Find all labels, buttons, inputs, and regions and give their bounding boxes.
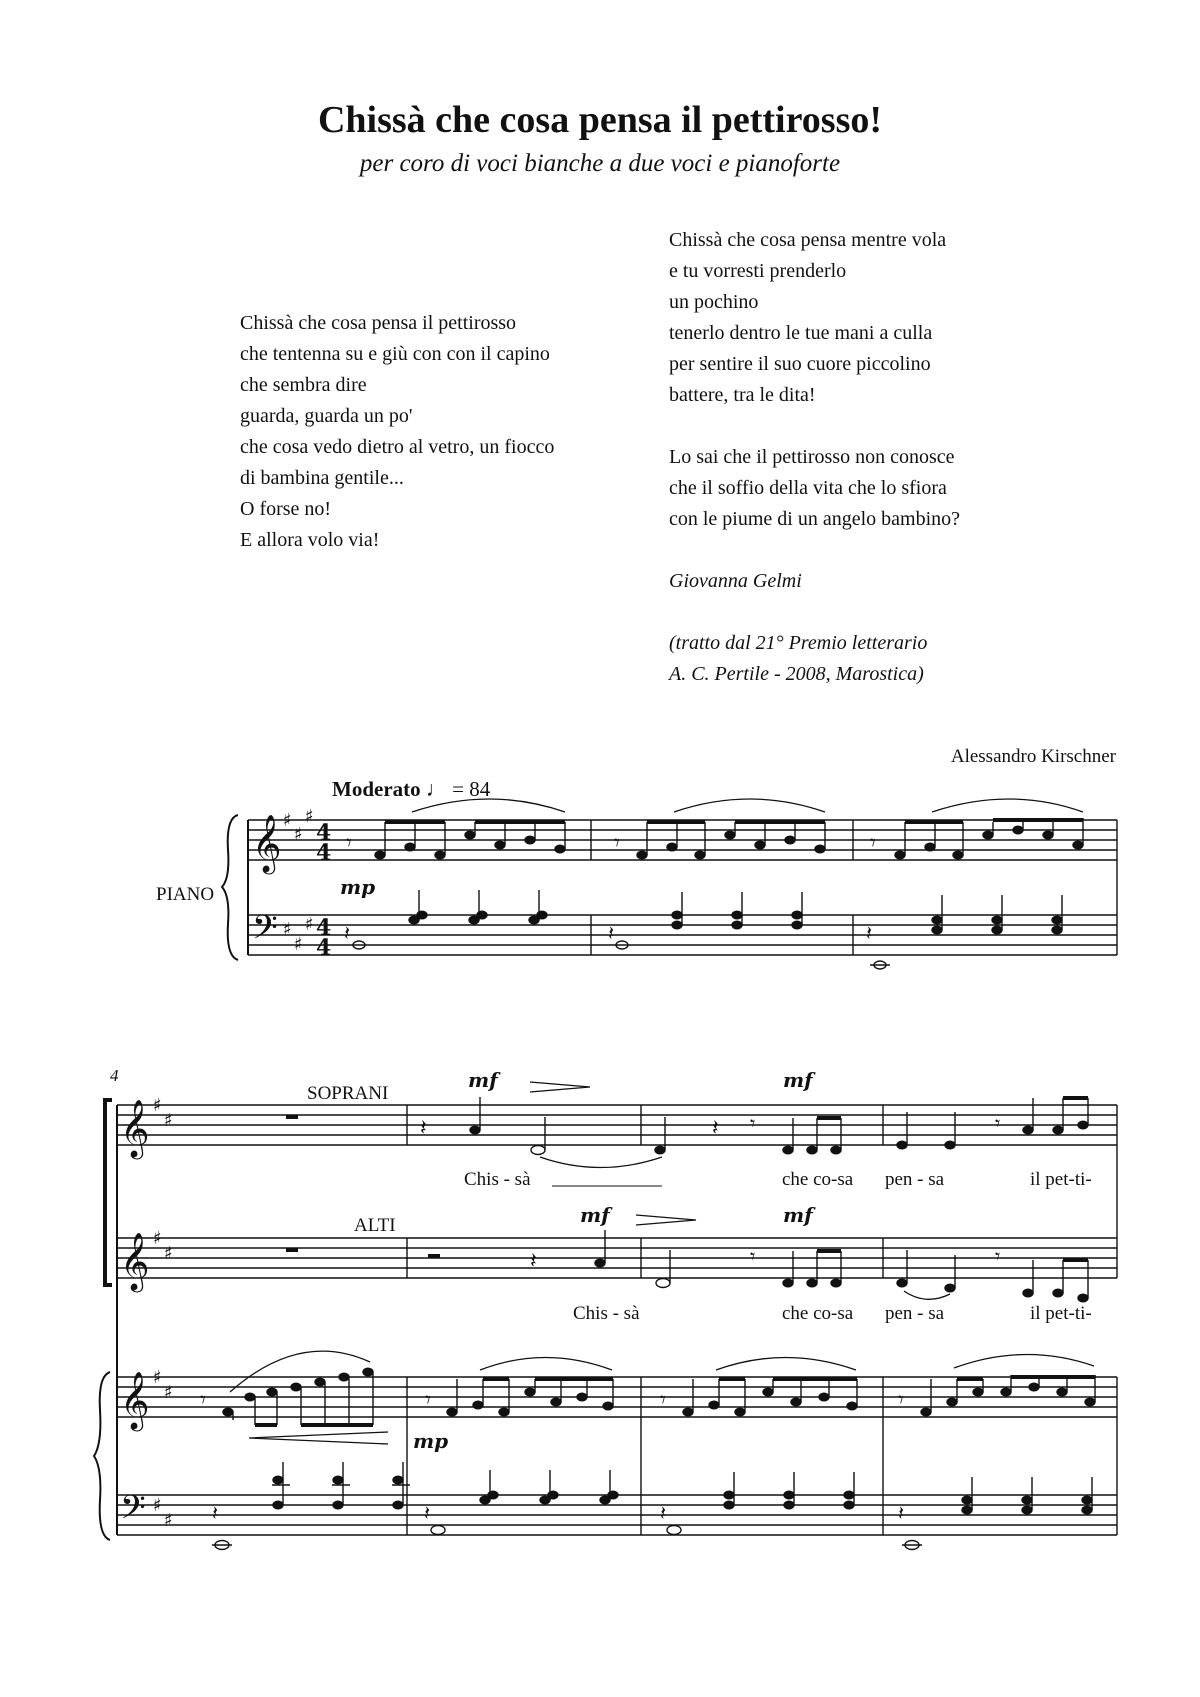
poem-line: Chissà che cosa pensa mentre vola	[669, 229, 947, 251]
svg-text:𝄽: 𝄽	[530, 1249, 537, 1274]
dynamic-mf: mf	[783, 1203, 813, 1227]
slurs-system2	[230, 1351, 1094, 1392]
dynamic-mf: mf	[468, 1068, 498, 1092]
poem-line: battere, tra le dita!	[669, 384, 816, 406]
piano-treble-notes-system1	[346, 818, 1083, 859]
svg-text:♯: ♯	[164, 1110, 173, 1131]
svg-text:𝄾: 𝄾	[200, 1388, 206, 1413]
svg-text:4: 4	[316, 840, 332, 866]
composer-name: Alessandro Kirschner	[950, 746, 1116, 767]
soprani-label: SOPRANI	[307, 1083, 389, 1104]
poem-line: guarda, guarda un po'	[240, 405, 413, 427]
soprani-lyric: Chis - sà	[464, 1169, 531, 1190]
piano-bass-notes-system1	[344, 890, 1062, 969]
poem-line: O forse no!	[240, 498, 332, 520]
svg-text:𝄾: 𝄾	[995, 1244, 1001, 1268]
score-title: Chissà che cosa pensa il pettirosso!	[317, 99, 883, 141]
svg-text:♯: ♯	[305, 806, 314, 827]
svg-text:♯: ♯	[283, 919, 292, 940]
svg-text:𝄽: 𝄽	[424, 1501, 431, 1525]
bass-clef-icon: 𝄢	[252, 909, 278, 955]
decrescendo-hairpins	[249, 1082, 696, 1444]
poem-line: E allora volo via!	[240, 529, 380, 551]
tempo-bpm: = 84	[452, 777, 491, 801]
dynamic-mp	[340, 875, 375, 899]
poem-line: con le piume di un angelo bambino?	[669, 508, 961, 530]
svg-text:♯: ♯	[283, 810, 292, 831]
tie	[540, 1157, 662, 1168]
soprani-lyric: che co-sa	[782, 1169, 854, 1190]
svg-text:♯: ♯	[294, 824, 303, 845]
brace-icon	[222, 815, 238, 960]
soprani-staff	[117, 1105, 1117, 1145]
bass-clef-icon: 𝄢	[120, 1489, 146, 1535]
soprani-lyric: pen - sa	[885, 1169, 945, 1190]
svg-text:𝄽: 𝄽	[898, 1501, 905, 1525]
poem-author: Giovanna Gelmi	[669, 570, 802, 592]
alti-lyric: il pet-ti-	[1030, 1303, 1092, 1324]
svg-text:♯: ♯	[153, 1495, 162, 1516]
treble-clef-icon: 𝄞	[120, 1371, 150, 1429]
poem-line: Chissà che cosa pensa il pettirosso	[240, 312, 517, 334]
score-subtitle: per coro di voci bianche a due voci e pianoforte	[359, 150, 841, 177]
slurs-system1	[412, 799, 1083, 812]
svg-text:♯: ♯	[294, 934, 303, 955]
svg-text:𝄽: 𝄽	[866, 921, 873, 945]
svg-text:♯: ♯	[164, 1382, 173, 1403]
poem-line: per sentire il suo cuore piccolino	[669, 353, 931, 375]
brace-icon	[94, 1372, 110, 1540]
svg-text:𝄽: 𝄽	[608, 921, 615, 945]
key-signature-sharps	[153, 1095, 173, 1531]
svg-text:𝄾: 𝄾	[425, 1388, 431, 1413]
svg-text:4: 4	[316, 915, 332, 941]
svg-text:♯: ♯	[153, 1095, 162, 1116]
alti-lyric: Chis - sà	[573, 1303, 640, 1324]
svg-text:♯: ♯	[305, 914, 314, 935]
alti-staff	[117, 1238, 1117, 1278]
piano-treble-staff-2	[117, 1377, 1117, 1417]
treble-clef-icon: 𝄞	[120, 1232, 150, 1290]
poem-source-line: A. C. Pertile - 2008, Marostica)	[669, 663, 924, 685]
quarter-note-icon: ♩	[425, 777, 447, 801]
poem-line: di bambina gentile...	[240, 467, 404, 489]
svg-text:♯: ♯	[164, 1510, 173, 1531]
svg-text:4: 4	[316, 820, 332, 846]
svg-text:𝄾: 𝄾	[750, 1111, 756, 1135]
poem-line: Lo sai che il pettirosso non conosce	[669, 446, 955, 468]
svg-text:𝄽: 𝄽	[420, 1116, 427, 1141]
poem-line: che sembra dire	[240, 374, 367, 396]
svg-text:𝄽: 𝄽	[212, 1501, 219, 1525]
treble-clef-icon: 𝄞	[120, 1099, 150, 1157]
svg-text:𝄽: 𝄽	[344, 921, 351, 945]
svg-text:𝄾: 𝄾	[660, 1388, 666, 1413]
svg-text:𝄾: 𝄾	[614, 831, 620, 856]
measure-number: 4	[110, 1066, 119, 1085]
dynamic-text: mp	[340, 875, 376, 899]
dynamic-mf: mf	[783, 1068, 813, 1092]
poem-line: che tentenna su e giù con con il capino	[240, 343, 550, 365]
choir-bracket-icon	[105, 1100, 112, 1285]
piano-label: PIANO	[156, 884, 215, 905]
piano-bass-notes-system2	[212, 1462, 1092, 1550]
dynamic-mp: mp	[413, 1429, 449, 1453]
poem-line: che cosa vedo dietro al vetro, un fiocco	[240, 436, 555, 458]
svg-text:𝄾: 𝄾	[346, 831, 352, 856]
svg-text:𝄾: 𝄾	[870, 831, 876, 856]
svg-text:4: 4	[316, 935, 332, 961]
time-signature	[316, 820, 331, 961]
svg-text:𝄾: 𝄾	[750, 1244, 756, 1268]
key-signature-sharps	[283, 806, 314, 955]
svg-text:𝄽: 𝄽	[712, 1116, 719, 1141]
poem-line: e tu vorresti prenderlo	[669, 260, 847, 282]
svg-text:♯: ♯	[164, 1243, 173, 1264]
alti-lyric: pen - sa	[885, 1303, 945, 1324]
poem-line: che il soffio della vita che lo sfiora	[669, 477, 947, 499]
poem-line: un pochino	[669, 291, 759, 313]
svg-text:♯: ♯	[153, 1228, 162, 1249]
treble-clef-icon: 𝄞	[252, 814, 282, 872]
alti-lyric: che co-sa	[782, 1303, 854, 1324]
alti-label: ALTI	[354, 1215, 396, 1236]
soprani-lyric: il pet-ti-	[1030, 1169, 1092, 1190]
poem-line: tenerlo dentro le tue mani a culla	[669, 322, 933, 344]
tempo-word: Moderato	[332, 777, 421, 801]
svg-text:♯: ♯	[153, 1367, 162, 1388]
poem-source-line: (tratto dal 21° Premio letterario	[669, 632, 928, 654]
svg-text:𝄾: 𝄾	[995, 1111, 1001, 1135]
dynamic-mf: mf	[580, 1203, 610, 1227]
svg-text:𝄽: 𝄽	[660, 1501, 667, 1525]
slur	[904, 1291, 950, 1299]
svg-text:𝄾: 𝄾	[898, 1388, 904, 1413]
